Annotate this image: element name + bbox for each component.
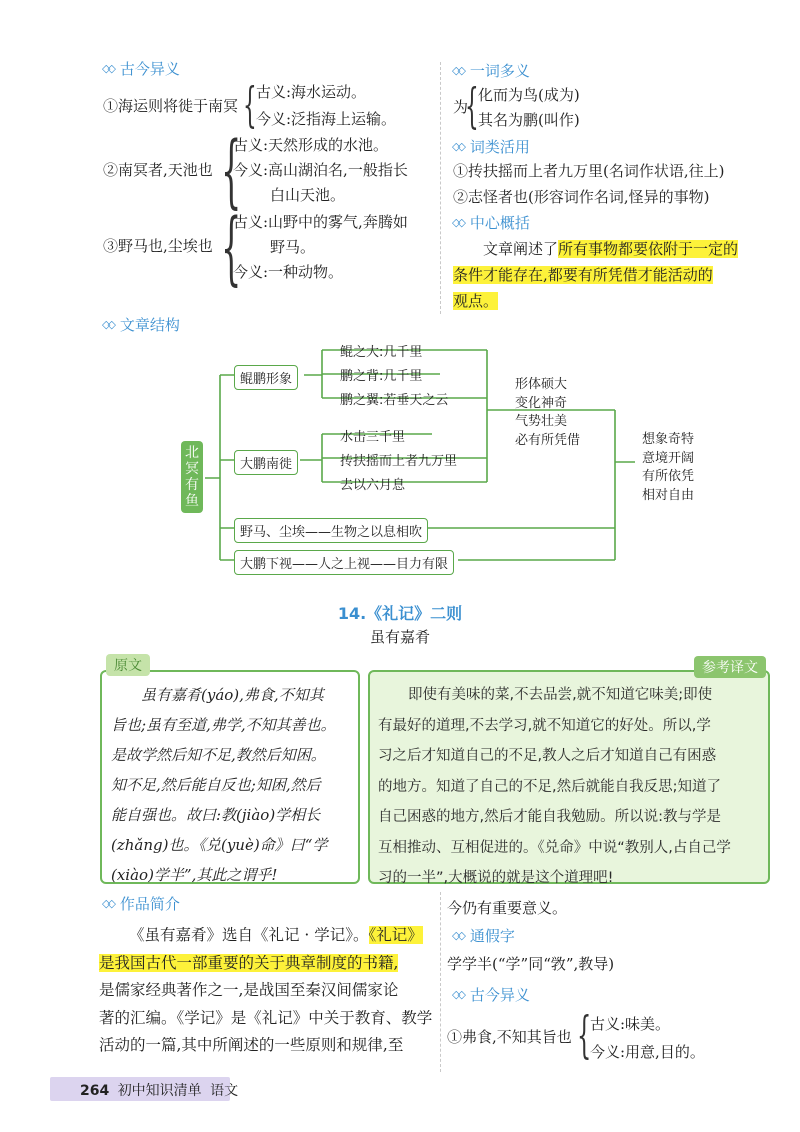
- diamond-arrows-icon: ◇◇: [452, 216, 463, 229]
- meaning-item-4: ①弗食,不知其旨也: [447, 1028, 572, 1046]
- section-word-class: ◇◇ 词类活用: [452, 138, 530, 156]
- mindmap-leaf: 鲲之大:几千里: [340, 345, 423, 360]
- meaning-old: 古义:味美。: [590, 1015, 671, 1033]
- mindmap-leaf: 抟扶摇而上者九万里: [340, 454, 458, 469]
- brace-icon: {: [577, 1006, 592, 1064]
- book-title: 初中知识清单: [117, 1083, 202, 1099]
- section-title: 古今异义: [119, 60, 180, 78]
- diamond-arrows-icon: ◇◇: [102, 62, 113, 75]
- page-number: 264: [80, 1083, 110, 1099]
- section-summary: ◇◇ 中心概括: [452, 214, 530, 232]
- meaning-new: 今义:泛指海上运输。: [256, 110, 397, 128]
- original-line: 是故学然后知不足,教然后知困。: [111, 746, 326, 764]
- section-ancient-modern-meaning-2: ◇◇ 古今异义: [452, 986, 530, 1004]
- mindmap-branch-migration: 大鹏南徙: [234, 450, 298, 475]
- mindmap-right-group: 想象奇特 意境开阔 有所依凭 相对自由: [642, 432, 695, 503]
- chapter-title: 14.《礼记》二则: [337, 604, 463, 623]
- original-line: 知不足,然后能自反也;知困,然后: [111, 776, 321, 794]
- polysemy-example-2: 其名为鹏(叫作): [478, 111, 580, 129]
- diamond-arrows-icon: ◇◇: [452, 929, 463, 942]
- work-intro-continued: 今仍有重要意义。: [447, 899, 568, 917]
- diamond-arrows-icon: ◇◇: [102, 897, 113, 910]
- brace-icon: {: [243, 77, 257, 133]
- section-work-intro: ◇◇ 作品简介: [102, 895, 180, 913]
- diamond-arrows-icon: ◇◇: [452, 64, 463, 77]
- work-intro-paragraph: 《虽有嘉肴》选自《礼记 · 学记》。《礼记》 是我国古代一部重要的关于典章制度的书籍, 是儒家经典著作之一,是战国至秦汉间儒家论 著的汇编。《学记》是《礼记》中关于教育、教学 活动的一篇,其中所阐述的一些原则和规律,至: [99, 926, 433, 1054]
- diamond-arrows-icon: ◇◇: [102, 318, 113, 331]
- mindmap-leaf: 水击三千里: [340, 430, 406, 445]
- mindmap-leaf: 鹏之翼:若垂天之云: [340, 393, 449, 408]
- meaning-item-1: ①海运则将徙于南冥: [103, 97, 239, 115]
- section-structure: ◇◇ 文章结构: [102, 316, 180, 334]
- meaning-item-2: ②南冥者,天池也: [103, 161, 213, 179]
- original-tag: 原文: [106, 654, 150, 676]
- original-line: 虽有嘉肴(yáo),弗食,不知其: [141, 686, 324, 704]
- meaning-new: 今义:高山湖泊名,一般指长: [233, 161, 408, 179]
- brace-icon: {: [465, 78, 479, 134]
- mindmap-leaf: 鹏之背:几千里: [340, 369, 423, 384]
- meaning-item-3: ③野马也,尘埃也: [103, 237, 213, 255]
- footer: [80, 1080, 238, 1100]
- original-line: 能自强也。故曰:教(jiào)学相长: [111, 806, 321, 824]
- meaning-old: 古义:天然形成的水池。: [233, 136, 389, 154]
- mindmap-leaf: 去以六月息: [340, 478, 406, 493]
- mindmap-branch-lookdown: 大鹏下视——人之上视——目力有限: [234, 550, 454, 575]
- translation-line: 习之后才知道自己的不足,教人之后才知道自己有困惑: [378, 748, 717, 764]
- diamond-arrows-icon: ◇◇: [452, 988, 463, 1001]
- translation-line: 互相推动、互相促进的。《兑命》中说“教别人,占自己学: [378, 839, 731, 856]
- section-interchangeable: ◇◇ 通假字: [452, 927, 515, 945]
- subject: 语文: [210, 1083, 239, 1099]
- section-polysemy: ◇◇ 一词多义: [452, 62, 530, 80]
- original-line: (zhǎng)也。《兑(yuè)命》曰“学: [111, 836, 328, 854]
- meaning-new: 今义:一种动物。: [233, 263, 344, 281]
- original-line: 旨也;虽有至道,弗学,不知其善也。: [111, 716, 336, 734]
- word-class-item-2: ②志怪者也(形容词作名词,怪异的事物): [453, 188, 710, 206]
- meaning-old-cont: 野马。: [270, 238, 316, 256]
- column-divider: [440, 892, 441, 1072]
- meaning-old: 古义:海水运动。: [256, 83, 367, 101]
- mindmap-mid-group: 形体硕大 变化神奇 气势壮美 必有所凭借: [515, 377, 581, 448]
- translation-line: 自己困惑的地方,然后才能自我勉励。所以说:教与学是: [378, 809, 721, 825]
- summary-line-1: 文章阐述了所有事物都要依附于一定的: [483, 240, 739, 258]
- mindmap-branch-dust: 野马、尘埃——生物之以息相吹: [234, 518, 428, 543]
- polysemy-example-1: 化而为鸟(成为): [478, 86, 580, 104]
- meaning-new: 今义:用意,目的。: [590, 1043, 705, 1061]
- chapter-subtitle: 虽有嘉肴: [369, 628, 430, 646]
- interchangeable-item: 学学半(“学”同“敩”,教导): [447, 955, 615, 973]
- original-line: (xiào)学半”,其此之谓乎!: [111, 866, 278, 884]
- translation-line: 的地方。知道了自己的不足,然后就能自我反思;知道了: [378, 778, 721, 795]
- word-class-item-1: ①抟扶摇而上者九万里(名词作状语,往上): [453, 162, 725, 180]
- translation-text: [378, 680, 766, 894]
- translation-line: 即使有美味的菜,不去品尝,就不知道它味美;即使: [408, 687, 713, 703]
- translation-line: 习的一半”,大概说的就是这个道理吧!: [378, 870, 614, 886]
- polysemy-word: 为: [453, 98, 469, 116]
- mindmap-branch-image: 鲲鹏形象: [234, 365, 298, 390]
- summary-line-2: 条件才能存在,都要有所凭借才能活动的: [453, 266, 713, 284]
- brace-icon: {: [221, 201, 242, 294]
- translation-line: 有最好的道理,不去学习,就不知道它的好处。所以,学: [378, 717, 711, 734]
- meaning-old: 古义:山野中的雾气,奔腾如: [233, 213, 408, 231]
- translation-tag: 参考译文: [694, 656, 766, 678]
- mindmap-root: 北冥有鱼: [181, 441, 203, 513]
- meaning-new-cont: 白山天池。: [270, 186, 346, 204]
- brace-icon: {: [221, 124, 242, 217]
- summary-line-3: 观点。: [453, 292, 499, 310]
- diamond-arrows-icon: ◇◇: [452, 140, 463, 153]
- original-text: [111, 680, 355, 890]
